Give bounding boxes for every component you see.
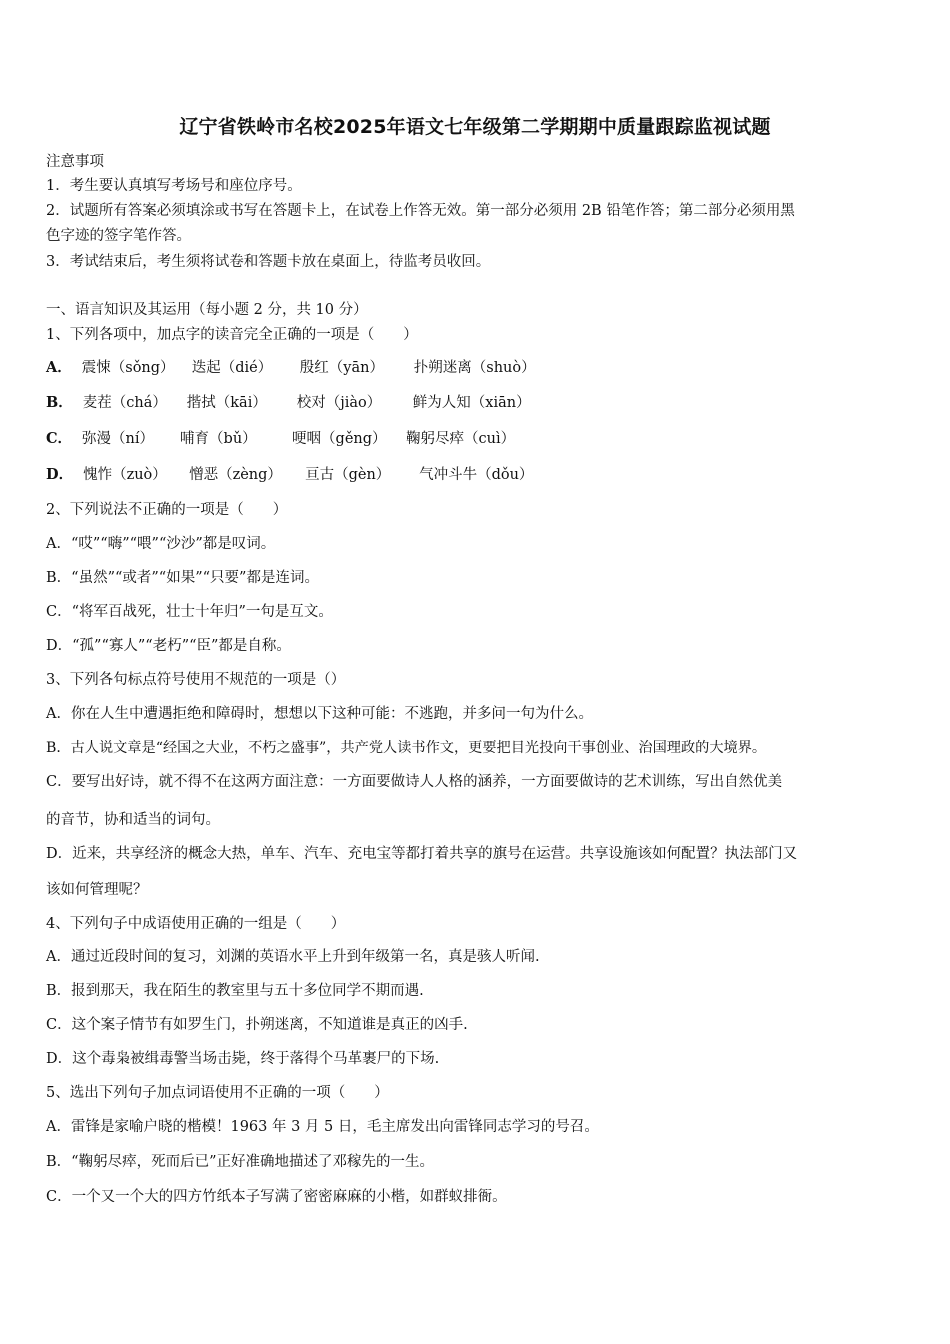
question-3-option-d-cont: 该如何管理呢？ (46, 882, 148, 898)
question-5-option-c: C．一个又一个大的四方竹纸本子写满了密密麻麻的小楷，如群蚁排衙。 (46, 1189, 507, 1205)
notice-item-1: 1．考生要认真填写考场号和座位序号。 (46, 178, 302, 194)
question-3-option-c-cont: 的音节，协和适当的词句。 (46, 812, 220, 828)
question-1-option-b (46, 392, 531, 414)
question-4-option-a: A．通过近段时间的复习，刘渊的英语水平上升到年级第一名，真是骇人听闻. (46, 949, 540, 965)
option-word: 校对（jiào） (296, 395, 382, 411)
option-label: B． (46, 394, 73, 411)
question-1-option-a (46, 357, 536, 379)
option-label: C． (46, 430, 73, 447)
option-word: 震悚（sǒng） (81, 360, 175, 376)
question-3-option-d: D．近来，共享经济的概念大热，单车、汽车、充电宝等都打着共享的旗号在运营。共享设施该如何配置？执法部门又 (46, 846, 798, 862)
notice-heading: 注意事项 (46, 154, 104, 170)
question-5-option-a: A．雷锋是家喻户晓的楷模！1963 年 3 月 5 日，毛主席发出向雷锋同志学习的号召。 (46, 1119, 599, 1135)
question-1-option-d (46, 464, 533, 486)
option-word: 弥漫（ní） (82, 431, 155, 447)
question-1-stem: 1、下列各项中，加点字的读音完全正确的一项是（ ） (46, 327, 418, 343)
section-heading: 一、语言知识及其运用（每小题 2 分，共 10 分） (46, 302, 368, 318)
question-2-option-b: B．“虽然”“或者”“如果”“只要”都是连词。 (46, 570, 319, 586)
option-word: 殷红（yān） (299, 360, 384, 376)
option-word: 扑朔迷离（shuò） (413, 360, 536, 376)
question-4-stem: 4、下列句子中成语使用正确的一组是（ ） (46, 916, 346, 932)
question-2-option-d: D．“孤”“寡人”“老朽”“臣”都是自称。 (46, 638, 291, 654)
question-3-stem: 3、下列各句标点符号使用不规范的一项是（） (46, 672, 346, 688)
option-word: 鞠躬尽瘁（cuì） (406, 431, 516, 447)
question-5-option-b: B．“鞠躬尽瘁，死而后已”正好准确地描述了邓稼先的一生。 (46, 1154, 434, 1170)
question-3-option-b: B．古人说文章是“经国之大业，不朽之盛事”，共产党人读书作文，更要把目光投向干事创业、治国理政的大境界。 (46, 740, 767, 756)
option-word: 哺育（bǔ） (180, 431, 257, 447)
notice-item-2-cont: 色字迹的签字笔作答。 (46, 228, 191, 244)
option-word: 气冲斗牛（dǒu） (419, 467, 534, 483)
notice-item-3: 3．考试结束后，考生须将试卷和答题卡放在桌面上，待监考员收回。 (46, 254, 491, 270)
option-word: 迭起（dié） (191, 360, 273, 376)
question-2-option-c: C．“将军百战死，壮士十年归”一句是互文。 (46, 604, 333, 620)
option-word: 鲜为人知（xiān） (412, 395, 531, 411)
option-word: 哽咽（gěng） (292, 431, 387, 447)
option-word: 揩拭（kāi） (186, 395, 267, 411)
question-3-option-c: C．要写出好诗，就不得不在这两方面注意：一方面要做诗人人格的涵养，一方面要做诗的艺术训练，写出自然优美 (46, 774, 783, 790)
question-5-stem: 5、选出下列句子加点词语使用不正确的一项（ ） (46, 1085, 389, 1101)
question-2-option-a: A．“哎”“嗨”“喂”“沙沙”都是叹词。 (46, 536, 276, 552)
option-label: A． (46, 359, 72, 376)
question-3-option-a: A．你在人生中遭遇拒绝和障碍时，想想以下这种可能：不逃跑，并多问一句为什么。 (46, 706, 593, 722)
question-2-stem: 2、下列说法不正确的一项是（ ） (46, 502, 288, 518)
question-4-option-c: C．这个案子情节有如罗生门，扑朔迷离，不知道谁是真正的凶手. (46, 1017, 468, 1033)
option-word: 憎恶（zèng） (189, 467, 282, 483)
page-title: 辽宁省铁岭市名校2025年语文七年级第二学期期中质量跟踪监视试题 (179, 116, 771, 138)
question-4-option-d: D．这个毒枭被缉毒警当场击毙，终于落得个马革裹尸的下场. (46, 1051, 440, 1067)
question-4-option-b: B．报到那天，我在陌生的教室里与五十多位同学不期而遇. (46, 983, 424, 999)
option-word: 亘古（gèn） (305, 467, 391, 483)
option-label: D． (46, 466, 74, 483)
question-1-option-c (46, 428, 515, 450)
option-word: 麦茬（chá） (82, 395, 167, 411)
option-word: 愧怍（zuò） (83, 467, 167, 483)
notice-item-2: 2．试题所有答案必须填涂或书写在答题卡上，在试卷上作答无效。第一部分必须用 2B 铅笔作答；第二部分必须用黑 (46, 203, 795, 219)
